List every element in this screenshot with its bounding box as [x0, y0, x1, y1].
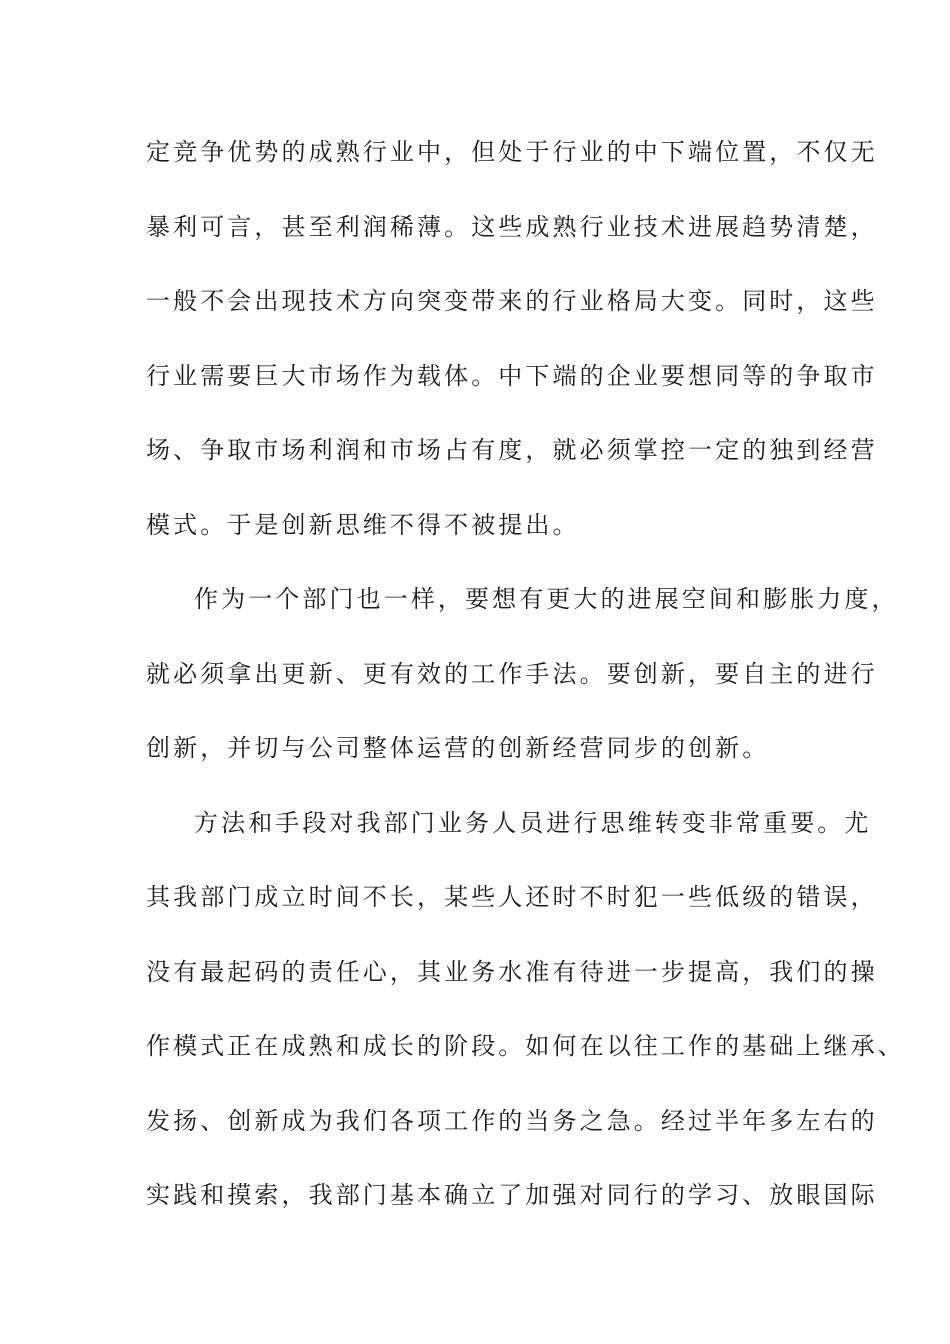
text-line: 发扬、创新成为我们各项工作的当务之急。经过半年多左右的	[146, 1106, 878, 1135]
paragraph-first-line: 方法和手段对我部门业务人员进行思维转变非常重要。尤	[194, 808, 872, 837]
text-line: 创新，并切与公司整体运营的创新经营同步的创新。	[146, 734, 770, 762]
text-line: 模式。于是创新思维不得不被提出。	[146, 510, 580, 539]
text-line: 一般不会出现技术方向突变带来的行业格局大变。同时，这些	[146, 287, 878, 315]
text-line: 没有最起码的责任心，其业务水准有待进一步提高，我们的操	[146, 957, 878, 986]
text-line: 作模式正在成熟和成长的阶段。如何在以往工作的基础上继承、	[146, 1032, 905, 1060]
text-line: 暴利可言，甚至利润稀薄。这些成熟行业技术进展趋势清楚，	[146, 212, 878, 241]
text-line: 其我部门成立时间不长，某些人还时不时犯一些低级的错误，	[146, 883, 878, 911]
text-line: 就必须拿出更新、更有效的工作手法。要创新，要自主的进行	[146, 659, 878, 688]
text-line: 定竞争优势的成熟行业中，但处于行业的中下端位置，不仅无	[146, 138, 878, 166]
paragraph-first-line: 作为一个部门也一样，要想有更大的进展空间和膨胀力度，	[194, 585, 899, 613]
text-line: 行业需要巨大市场作为载体。中下端的企业要想同等的争取市	[146, 361, 878, 390]
body-text	[146, 128, 905, 1246]
text-line: 实践和摸索，我部门基本确立了加强对同行的学习、放眼国际	[146, 1181, 878, 1209]
text-line: 场、争取市场利润和市场占有度，就必须掌控一定的独到经营	[146, 436, 878, 464]
